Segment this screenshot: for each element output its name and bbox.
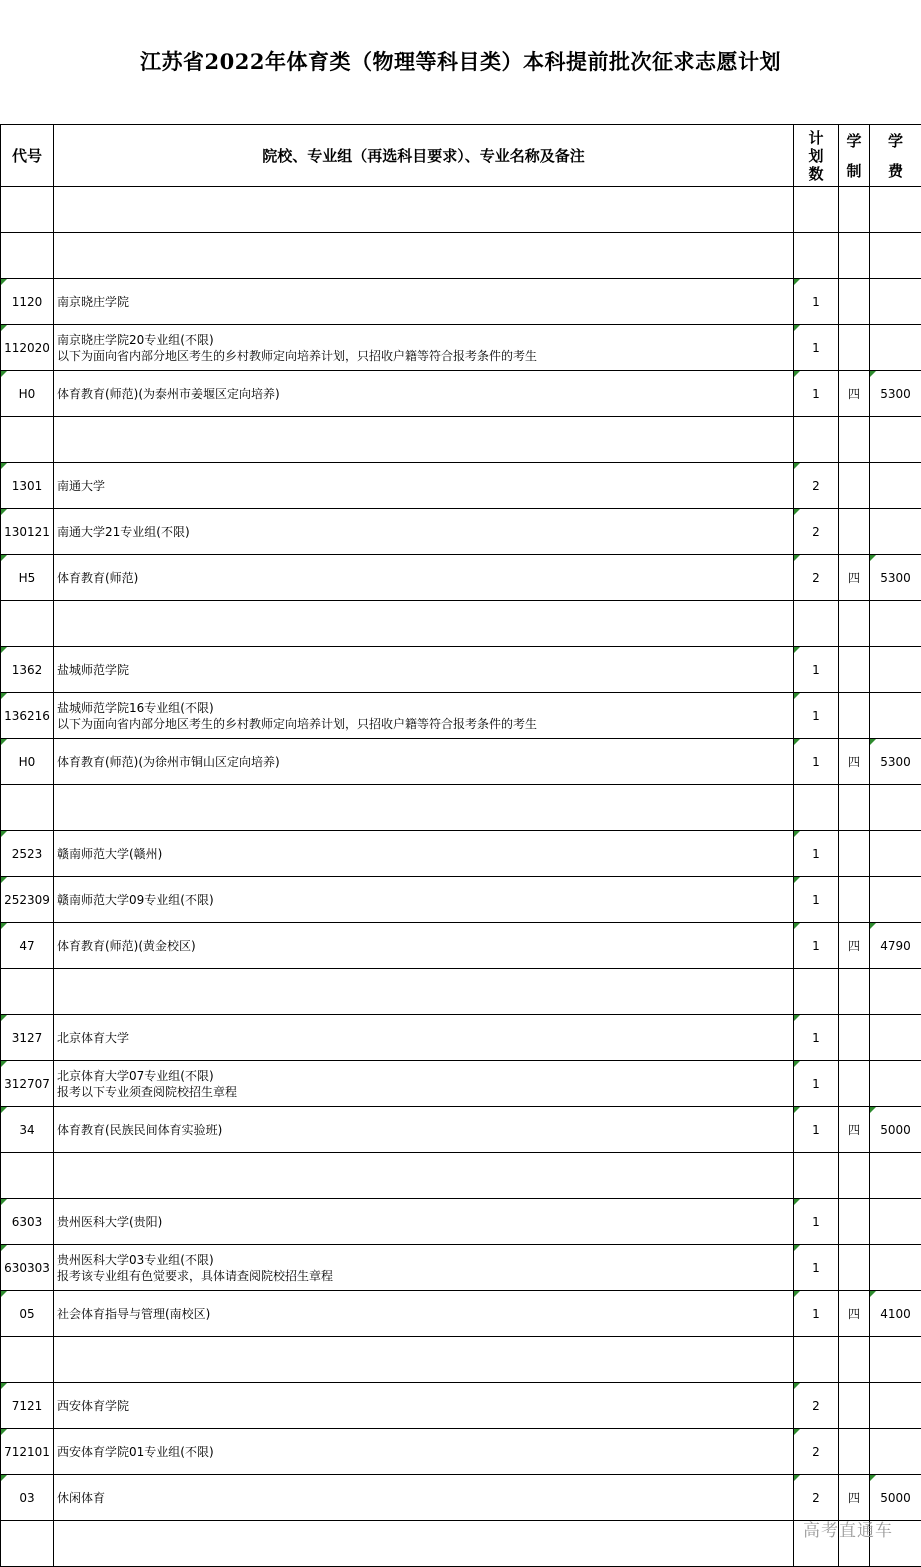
cell-fee: [870, 325, 921, 371]
cell-years: [839, 601, 870, 647]
cell-code: 47: [1, 923, 54, 969]
cell-fee: [870, 417, 921, 463]
cell-fee: [870, 463, 921, 509]
header-fee-char: 费: [887, 161, 903, 180]
header-plan-char: 计: [808, 128, 824, 147]
cell-fee: [870, 1153, 921, 1199]
cell-plan: 1: [794, 647, 839, 693]
cell-name: [54, 1475, 794, 1521]
header-plan-char: 划: [808, 146, 824, 165]
cell-name: [54, 1153, 794, 1199]
table-row: [1, 417, 921, 463]
cell-name-text: 休闲体育: [57, 1490, 106, 1505]
cell-years: [839, 325, 870, 371]
table-header-row: [1, 125, 921, 187]
watermark: 高考直通车: [803, 1521, 893, 1541]
header-years: [839, 125, 870, 187]
table-row: [1, 1199, 921, 1245]
cell-years: [839, 1199, 870, 1245]
table-row: [1, 1245, 921, 1291]
cell-name: [54, 1199, 794, 1245]
cell-name-text: 赣南师范大学09专业组(不限): [57, 892, 214, 907]
cell-years: [839, 969, 870, 1015]
cell-name: [54, 371, 794, 417]
cell-plan: 1: [794, 831, 839, 877]
cell-plan: [794, 785, 839, 831]
cell-name: [54, 1107, 794, 1153]
cell-name: [54, 1245, 794, 1291]
cell-fee: 4100: [870, 1291, 921, 1337]
cell-fee: [870, 233, 921, 279]
cell-name-text: 社会体育指导与管理(南校区): [57, 1306, 211, 1321]
cell-fee: 5300: [870, 371, 921, 417]
cell-fee: [870, 831, 921, 877]
cell-years: [839, 1153, 870, 1199]
table-row: [1, 509, 921, 555]
cell-name: [54, 1291, 794, 1337]
cell-name: [54, 509, 794, 555]
cell-note-text: 报考该专业组有色觉要求，具体请查阅院校招生章程: [57, 1268, 334, 1283]
cell-fee: [870, 1429, 921, 1475]
cell-years: [839, 785, 870, 831]
table-row: [1, 923, 921, 969]
cell-name: [54, 647, 794, 693]
cell-name-text: 贵州医科大学(贵阳): [57, 1214, 163, 1229]
cell-years: [839, 831, 870, 877]
cell-plan: [794, 1153, 839, 1199]
cell-name: [54, 1383, 794, 1429]
cell-name: [54, 325, 794, 371]
cell-code: 112020: [1, 325, 54, 371]
cell-years: [839, 417, 870, 463]
cell-years: [839, 1061, 870, 1107]
cell-years: 四: [839, 555, 870, 601]
cell-plan: 2: [794, 463, 839, 509]
table-row: [1, 601, 921, 647]
cell-plan: 1: [794, 739, 839, 785]
cell-name-text: 南通大学21专业组(不限): [57, 524, 190, 539]
header-years-char: 学: [846, 131, 862, 150]
table-row: [1, 969, 921, 1015]
header-fee: [870, 125, 921, 187]
cell-name: [54, 785, 794, 831]
cell-fee: [870, 1337, 921, 1383]
table-row: [1, 1015, 921, 1061]
cell-name-text: 体育教育(师范): [57, 570, 139, 585]
cell-code: [1, 187, 54, 233]
cell-years: [839, 1429, 870, 1475]
cell-fee: [870, 877, 921, 923]
table-row: [1, 1061, 921, 1107]
cell-name-text: 体育教育(民族民间体育实验班): [57, 1122, 223, 1137]
cell-code: 34: [1, 1107, 54, 1153]
table-row: [1, 1429, 921, 1475]
cell-fee: [870, 1015, 921, 1061]
cell-years: 四: [839, 1107, 870, 1153]
cell-code: 1301: [1, 463, 54, 509]
cell-years: 四: [839, 1291, 870, 1337]
cell-name: [54, 187, 794, 233]
cell-name-text: 体育教育(师范)(为泰州市姜堰区定向培养): [57, 386, 280, 401]
cell-plan: 2: [794, 1429, 839, 1475]
cell-plan: 2: [794, 1383, 839, 1429]
cell-name-text: 北京体育大学07专业组(不限): [57, 1068, 214, 1083]
cell-plan: 1: [794, 877, 839, 923]
cell-code: H0: [1, 371, 54, 417]
cell-name: [54, 1015, 794, 1061]
cell-note-text: 报考以下专业须查阅院校招生章程: [57, 1084, 238, 1099]
cell-fee: 5000: [870, 1107, 921, 1153]
cell-name: [54, 555, 794, 601]
cell-years: [839, 1245, 870, 1291]
cell-name-text: 南通大学: [57, 478, 106, 493]
cell-fee: [870, 1383, 921, 1429]
table-row: [1, 1107, 921, 1153]
cell-name-text: 赣南师范大学(赣州): [57, 846, 163, 861]
cell-code: 03: [1, 1475, 54, 1521]
cell-plan: 1: [794, 1199, 839, 1245]
cell-fee: [870, 1199, 921, 1245]
cell-name: [54, 831, 794, 877]
page-title: 江苏省2022年体育类（物理等科目类）本科提前批次征求志愿计划: [140, 49, 781, 74]
cell-fee: [870, 1245, 921, 1291]
cell-name: [54, 463, 794, 509]
cell-code: [1, 1521, 54, 1567]
cell-years: [839, 509, 870, 555]
table-row: [1, 1153, 921, 1199]
table-row: [1, 279, 921, 325]
cell-code: H5: [1, 555, 54, 601]
cell-name: [54, 1429, 794, 1475]
cell-plan: [794, 601, 839, 647]
header-code: 代号: [1, 125, 54, 187]
cell-code: 2523: [1, 831, 54, 877]
cell-years: [839, 693, 870, 739]
cell-plan: 1: [794, 693, 839, 739]
cell-note-text: 以下为面向省内部分地区考生的乡村教师定向培养计划，只招收户籍等符合报考条件的考生: [57, 716, 538, 731]
cell-fee: [870, 969, 921, 1015]
cell-plan: 1: [794, 1015, 839, 1061]
cell-plan: 1: [794, 1061, 839, 1107]
table-row: [1, 693, 921, 739]
table-row: [1, 739, 921, 785]
cell-code: 1362: [1, 647, 54, 693]
cell-fee: 5300: [870, 739, 921, 785]
cell-name-text: 贵州医科大学03专业组(不限): [57, 1252, 214, 1267]
table-body: [1, 187, 921, 1567]
table-row: [1, 1521, 921, 1567]
cell-code: [1, 417, 54, 463]
header-plan-char: 数: [808, 164, 824, 183]
cell-name-text: 西安体育学院: [57, 1398, 130, 1413]
header-fee-char: 学: [887, 131, 903, 150]
cell-name: [54, 601, 794, 647]
cell-fee: [870, 1061, 921, 1107]
cell-code: [1, 785, 54, 831]
table-row: [1, 831, 921, 877]
header-name: 院校、专业组（再选科目要求）、专业名称及备注: [54, 125, 794, 187]
cell-fee: 5000: [870, 1475, 921, 1521]
table-row: [1, 877, 921, 923]
cell-plan: 1: [794, 1107, 839, 1153]
cell-name-text: 体育教育(师范)(黄金校区): [57, 938, 196, 953]
cell-years: [839, 647, 870, 693]
table-row: [1, 325, 921, 371]
cell-name: [54, 969, 794, 1015]
cell-plan: 2: [794, 1475, 839, 1521]
cell-fee: [870, 601, 921, 647]
cell-years: 四: [839, 923, 870, 969]
table-row: [1, 1337, 921, 1383]
cell-fee: [870, 279, 921, 325]
cell-name: [54, 417, 794, 463]
cell-plan: [794, 187, 839, 233]
cell-years: [839, 279, 870, 325]
cell-fee: 4790: [870, 923, 921, 969]
cell-code: 136216: [1, 693, 54, 739]
cell-years: [839, 1383, 870, 1429]
cell-name: [54, 1521, 794, 1567]
table-row: [1, 1475, 921, 1521]
cell-fee: [870, 785, 921, 831]
cell-years: 四: [839, 371, 870, 417]
table-row: [1, 233, 921, 279]
cell-years: 四: [839, 739, 870, 785]
cell-name-text: 盐城师范学院16专业组(不限): [57, 700, 214, 715]
cell-code: [1, 969, 54, 1015]
cell-plan: [794, 233, 839, 279]
cell-plan: 1: [794, 371, 839, 417]
cell-plan: 1: [794, 279, 839, 325]
cell-code: H0: [1, 739, 54, 785]
plan-table: [0, 124, 921, 1567]
cell-plan: [794, 969, 839, 1015]
cell-code: 630303: [1, 1245, 54, 1291]
table-row: [1, 1291, 921, 1337]
cell-fee: 5300: [870, 555, 921, 601]
cell-years: [839, 877, 870, 923]
cell-name: [54, 1061, 794, 1107]
cell-code: 05: [1, 1291, 54, 1337]
cell-plan: [794, 1337, 839, 1383]
cell-name-text: 盐城师范学院: [57, 662, 130, 677]
cell-years: [839, 233, 870, 279]
table-row: [1, 785, 921, 831]
cell-fee: [870, 509, 921, 555]
cell-years: 四: [839, 1475, 870, 1521]
cell-code: [1, 1337, 54, 1383]
cell-name: [54, 923, 794, 969]
table-row: [1, 647, 921, 693]
cell-name: [54, 739, 794, 785]
cell-fee: [870, 647, 921, 693]
cell-name: [54, 1337, 794, 1383]
cell-note-text: 以下为面向省内部分地区考生的乡村教师定向培养计划，只招收户籍等符合报考条件的考生: [57, 348, 538, 363]
cell-name-text: 南京晓庄学院20专业组(不限): [57, 332, 214, 347]
cell-plan: 1: [794, 1245, 839, 1291]
cell-name-text: 北京体育大学: [57, 1030, 130, 1045]
cell-name-text: 体育教育(师范)(为徐州市铜山区定向培养): [57, 754, 280, 769]
table-row: [1, 463, 921, 509]
cell-code: 312707: [1, 1061, 54, 1107]
cell-code: [1, 601, 54, 647]
cell-name: [54, 693, 794, 739]
cell-years: [839, 1015, 870, 1061]
table-row: [1, 1383, 921, 1429]
cell-code: 1120: [1, 279, 54, 325]
table-row: [1, 371, 921, 417]
cell-code: 252309: [1, 877, 54, 923]
header-years-char: 制: [846, 161, 862, 180]
cell-plan: [794, 417, 839, 463]
cell-years: [839, 187, 870, 233]
cell-fee: [870, 693, 921, 739]
cell-code: 7121: [1, 1383, 54, 1429]
cell-code: 712101: [1, 1429, 54, 1475]
cell-plan: 2: [794, 555, 839, 601]
header-plan: [794, 125, 839, 187]
cell-name-text: 西安体育学院01专业组(不限): [57, 1444, 214, 1459]
cell-code: 6303: [1, 1199, 54, 1245]
cell-years: [839, 1337, 870, 1383]
cell-plan: 1: [794, 325, 839, 371]
cell-name-text: 南京晓庄学院: [57, 294, 130, 309]
cell-code: 3127: [1, 1015, 54, 1061]
cell-years: [839, 463, 870, 509]
cell-plan: 1: [794, 923, 839, 969]
cell-plan: 2: [794, 509, 839, 555]
table-row: [1, 555, 921, 601]
cell-code: [1, 1153, 54, 1199]
cell-code: [1, 233, 54, 279]
cell-plan: 1: [794, 1291, 839, 1337]
cell-code: 130121: [1, 509, 54, 555]
cell-name: [54, 877, 794, 923]
cell-name: [54, 279, 794, 325]
table-row: [1, 187, 921, 233]
cell-name: [54, 233, 794, 279]
cell-fee: [870, 187, 921, 233]
